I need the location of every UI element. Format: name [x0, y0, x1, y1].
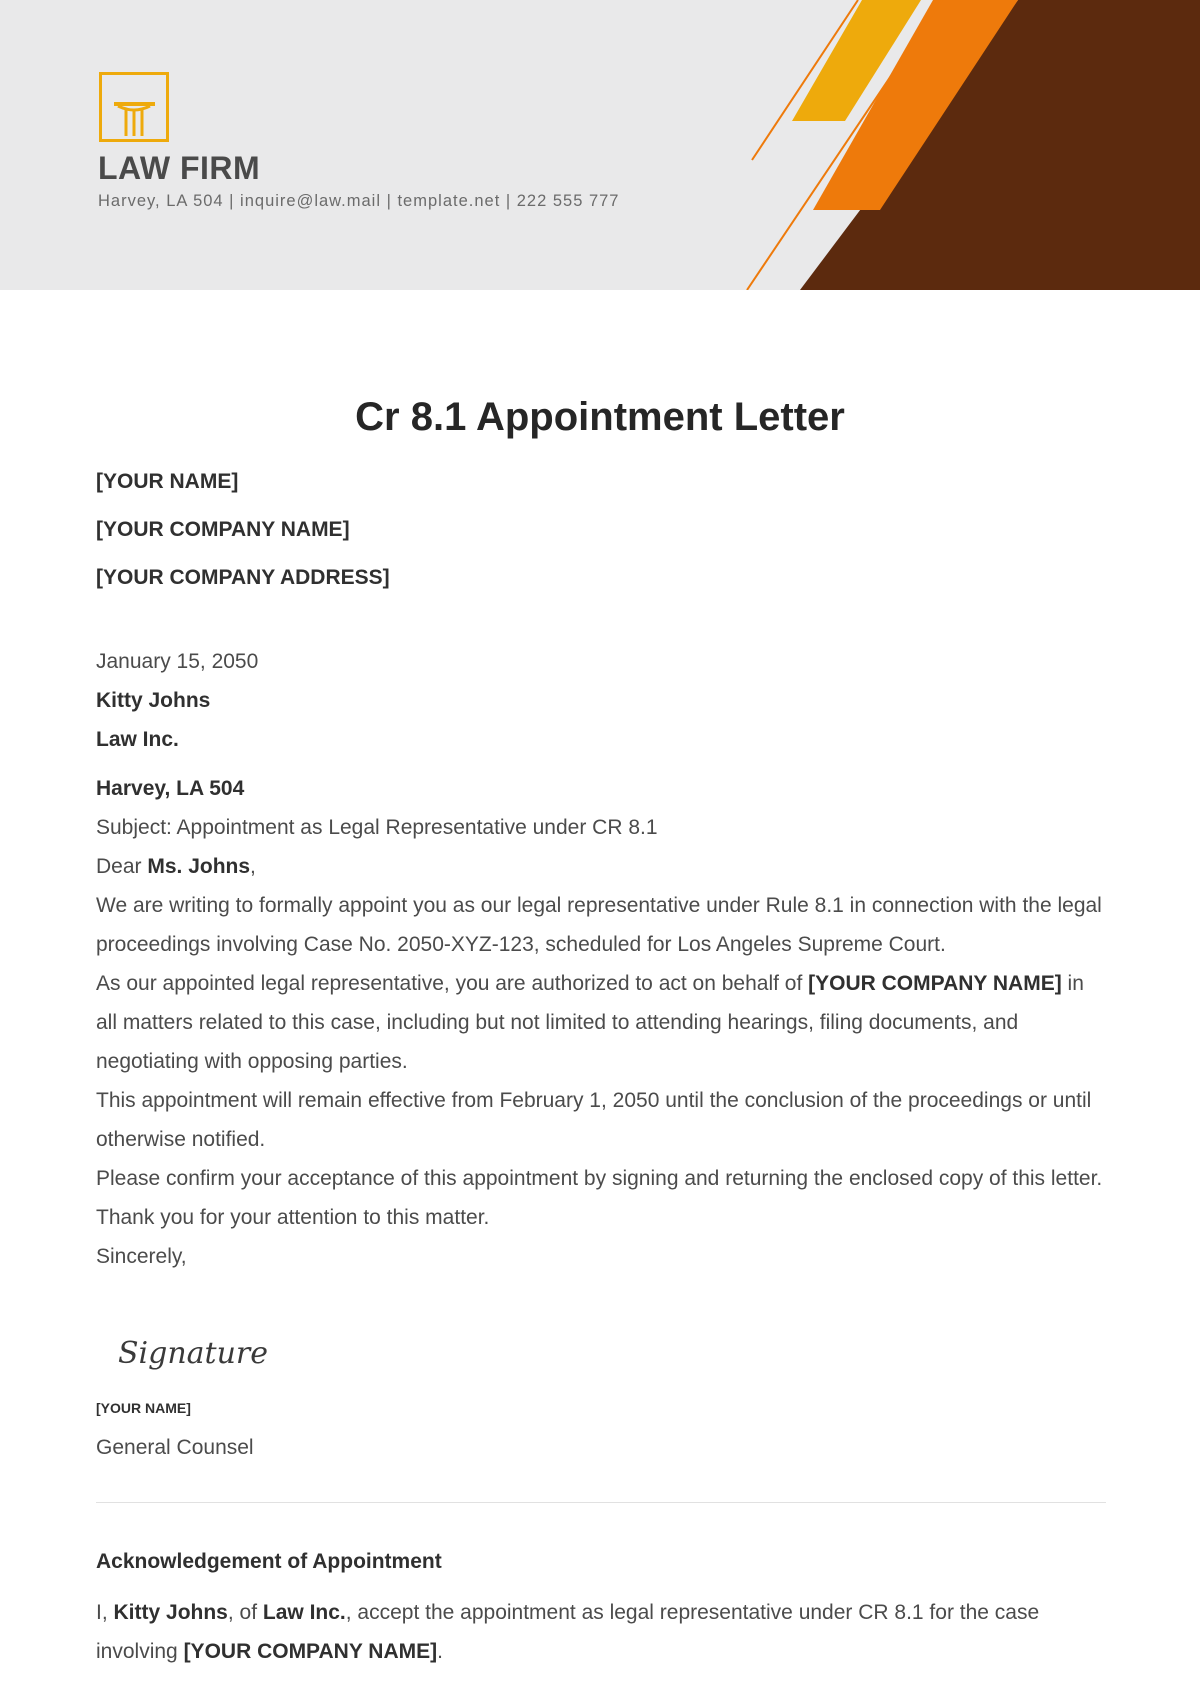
closing: Sincerely,: [96, 1245, 187, 1268]
recipient-name: Kitty Johns: [96, 689, 211, 712]
sender-address: [YOUR COMPANY ADDRESS]: [96, 566, 390, 589]
header-decoration: [0, 0, 1200, 290]
letter-date: January 15, 2050: [96, 650, 259, 673]
sender-company: [YOUR COMPANY NAME]: [96, 518, 350, 541]
pillar-column-icon: [99, 72, 169, 142]
sender-name: [YOUR NAME]: [96, 470, 239, 493]
ack-recipient-name: Kitty Johns: [113, 1601, 228, 1624]
salutation-suffix: ,: [250, 855, 256, 878]
salutation-prefix: Dear: [96, 855, 148, 878]
paragraph-authority-text-1: As our appointed legal representative, you are authorized to act on behalf of: [96, 972, 809, 995]
acknowledgement-text: [96, 1593, 1106, 1671]
acknowledgement-heading: Acknowledgement of Appointment: [96, 1550, 442, 1573]
signature: Signature: [118, 1336, 269, 1371]
firm-name: LAW FIRM: [98, 150, 261, 186]
recipient-city: Harvey, LA 504: [96, 777, 245, 800]
firm-contact-info: Harvey, LA 504 | inquire@law.mail | template.net | 222 555 777: [98, 192, 620, 210]
ack-recipient-company: Law Inc.: [262, 1601, 346, 1624]
letterhead: [0, 0, 1200, 290]
divider: [96, 1502, 1106, 1503]
ack-company-placeholder: [YOUR COMPANY NAME]: [183, 1640, 438, 1663]
paragraph-authority-text-2: in all matters related to this case, including but not limited to attending hearings, filing documents, and negotiating with opposing parties.: [96, 972, 1084, 1073]
ack-text-4: .: [437, 1640, 443, 1663]
paragraph-appointment: We are writing to formally appoint you as our legal representative under Rule 8.1 in connection with the legal proceedings involving Case No. 2050-XYZ-123, scheduled for Los Angeles Supreme Court.: [96, 894, 1102, 956]
ack-text-3: , accept the appointment as legal representative under CR 8.1 for the case involving: [96, 1601, 1040, 1663]
signer-title: General Counsel: [96, 1436, 254, 1459]
recipient-company: Law Inc.: [96, 728, 179, 751]
signer-name: [YOUR NAME]: [96, 1400, 191, 1416]
ack-text-2: , of: [227, 1601, 263, 1624]
letter-body: [96, 458, 1106, 1671]
salutation: [96, 847, 1106, 886]
ack-text-1: I,: [96, 1601, 114, 1624]
subject-line: Subject: Appointment as Legal Representative under CR 8.1: [96, 816, 658, 839]
sender-block: [96, 458, 1106, 602]
company-placeholder: [YOUR COMPANY NAME]: [808, 972, 1062, 995]
paragraph-duration: This appointment will remain effective from February 1, 2050 until the conclusion of the proceedings or until otherwise notified.: [96, 1089, 1092, 1151]
paragraph-authority: [96, 964, 1106, 1081]
paragraph-confirmation: Please confirm your acceptance of this appointment by signing and returning the enclosed copy of this letter. Thank you for your attention to this matter.: [96, 1167, 1103, 1229]
document-title: Cr 8.1 Appointment Letter: [355, 395, 845, 439]
salutation-name: Ms. Johns: [147, 855, 251, 878]
